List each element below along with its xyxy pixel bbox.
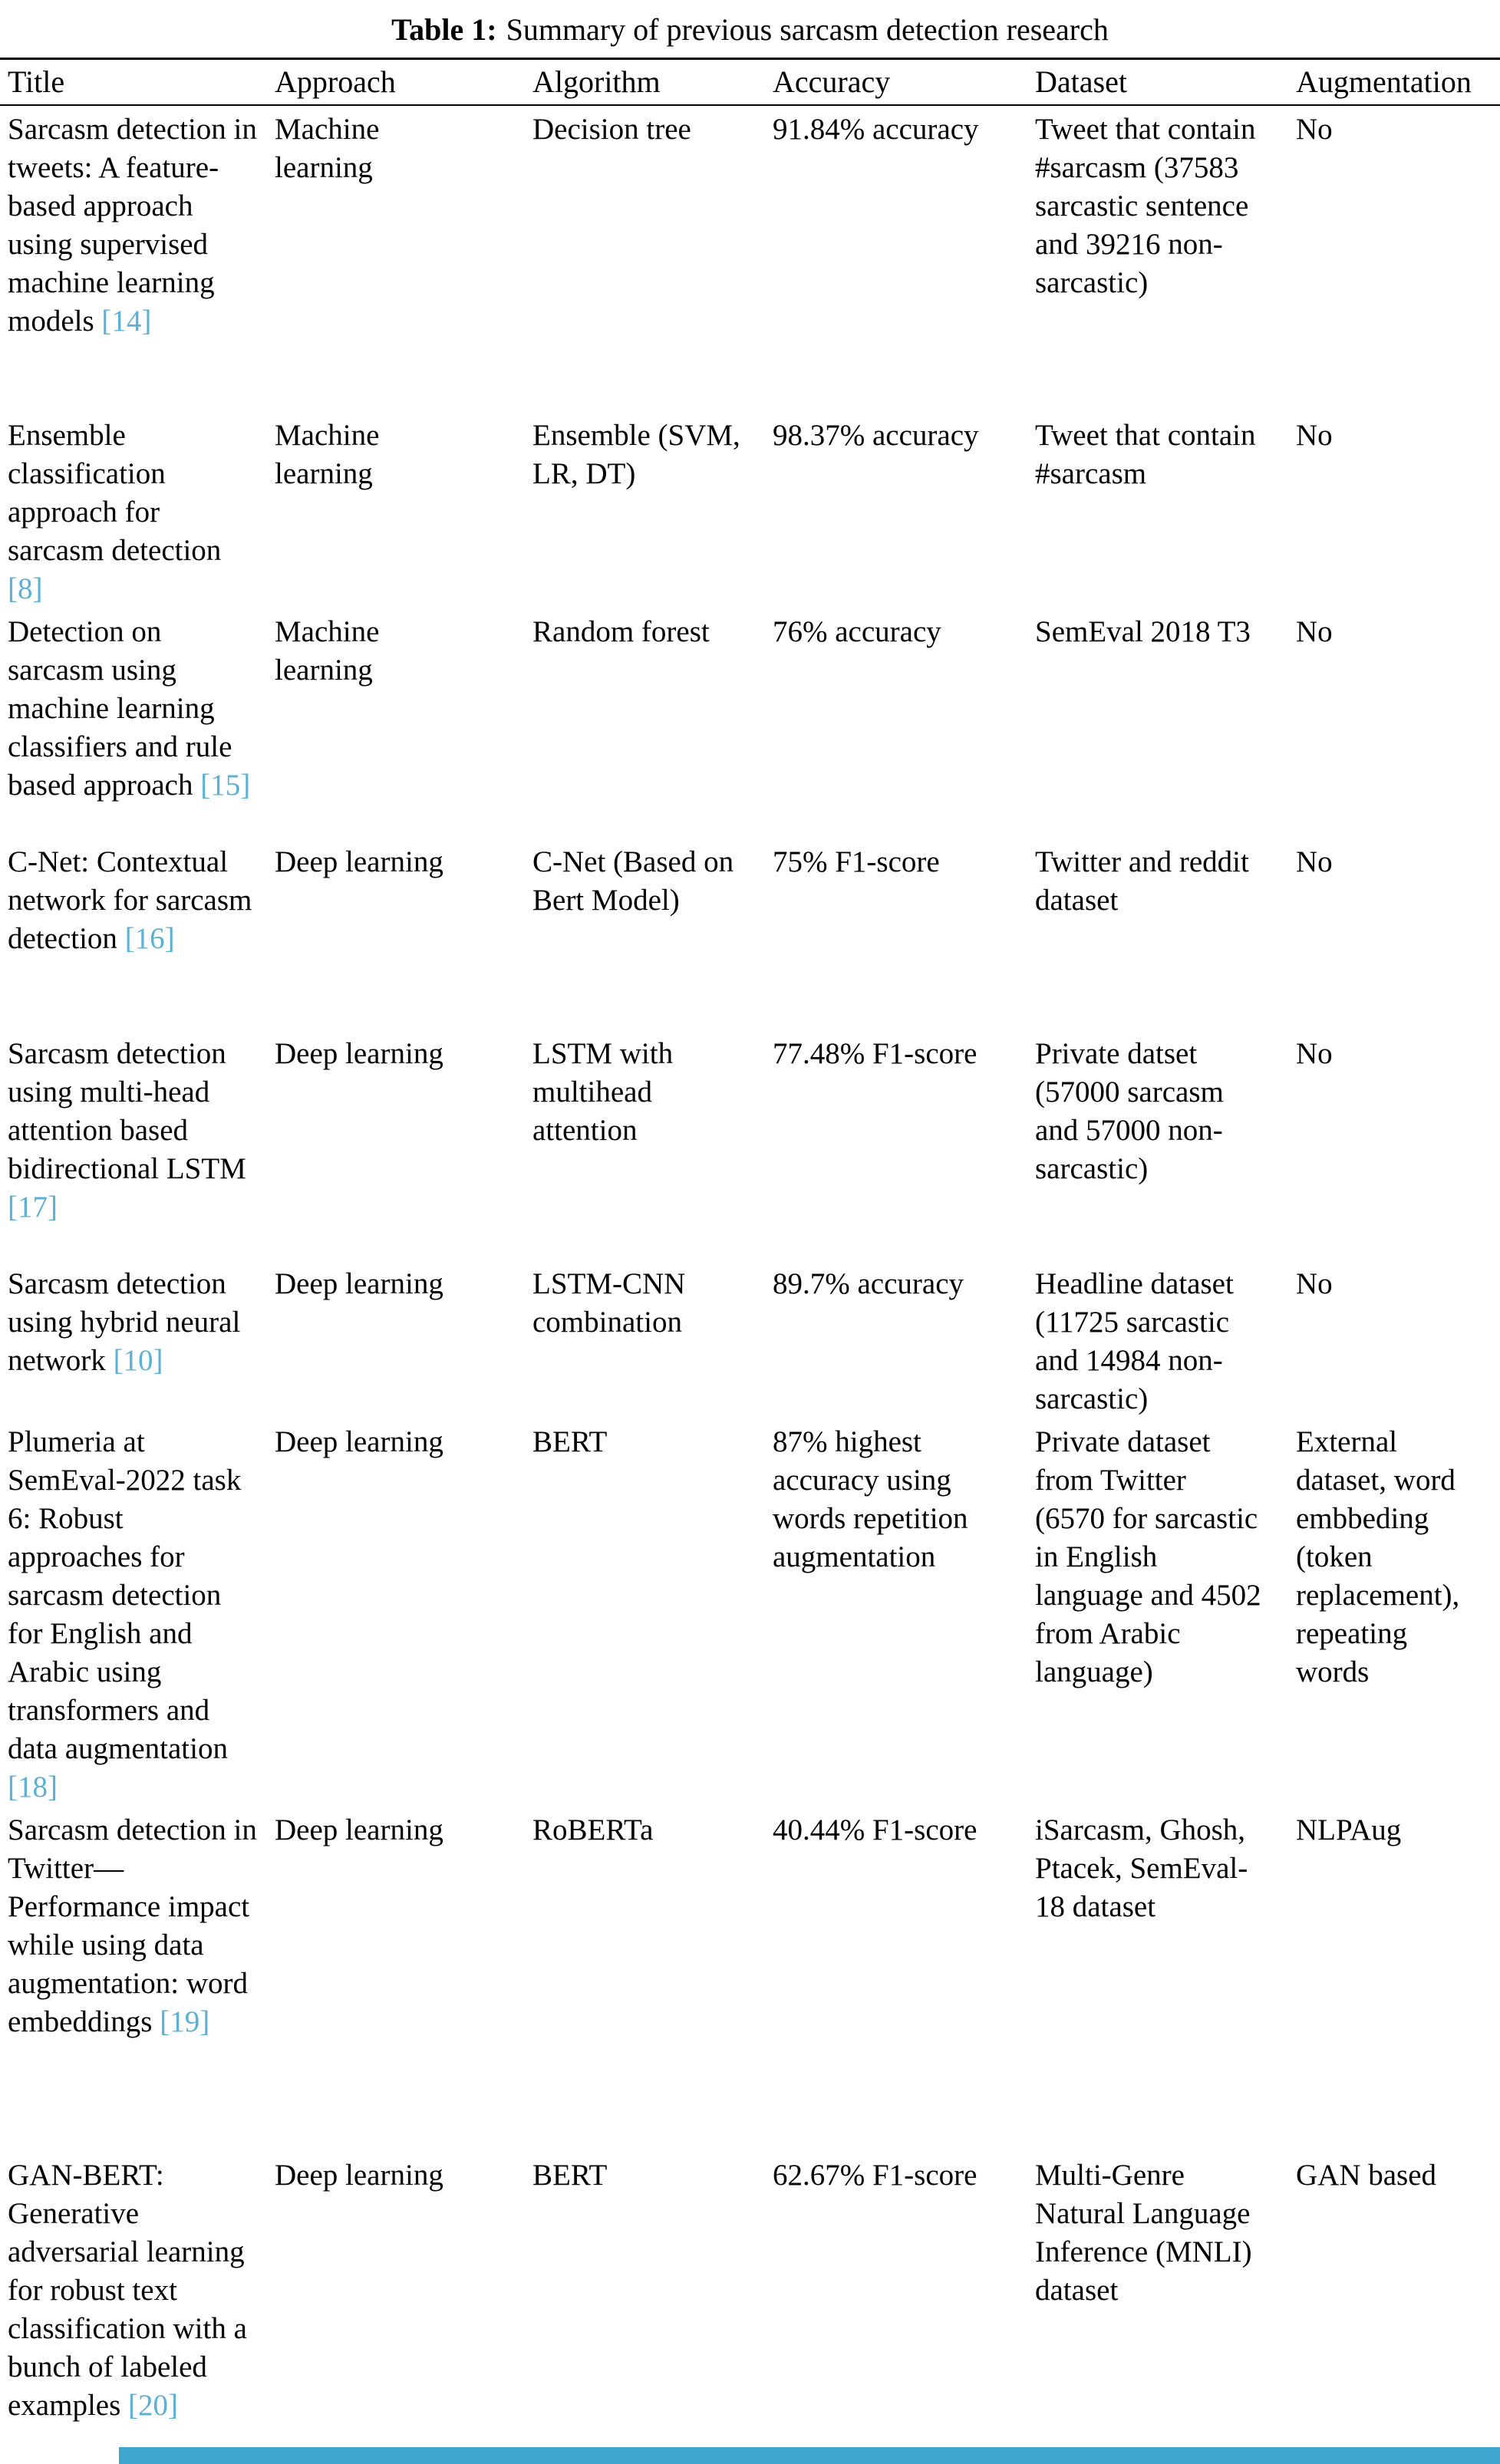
cell-algorithm: LSTM-CNN combination — [532, 1267, 686, 1339]
cell-algorithm: LSTM with multihead attention — [532, 1037, 674, 1147]
cell-accuracy: 89.7% accuracy — [773, 1267, 964, 1300]
column-header-dataset: Dataset — [1027, 60, 1288, 105]
cell-title — [0, 608, 267, 838]
table-row — [0, 105, 1500, 412]
citation-link[interactable]: [10] — [113, 1344, 163, 1377]
table-row — [0, 1807, 1500, 2152]
cell-accuracy: 40.44% F1-score — [773, 1813, 977, 1846]
table-row — [0, 1260, 1500, 1418]
cell-dataset: Tweet that contain #sarcasm — [1035, 419, 1256, 490]
paper-title-text: Sarcasm detection using hybrid neural network — [8, 1267, 241, 1377]
cell-approach: Deep learning — [275, 2159, 443, 2192]
cell-dataset: Tweet that contain #sarcasm (37583 sarcastic sentence and 39216 non-sarcastic) — [1035, 113, 1256, 299]
cell-augmentation: No — [1296, 845, 1333, 878]
table-caption-text: Summary of previous sarcasm detection research — [506, 12, 1109, 47]
table-row — [0, 1030, 1500, 1260]
table-row — [0, 838, 1500, 1030]
cell-augmentation: No — [1296, 1037, 1333, 1070]
cell-augmentation: No — [1296, 615, 1333, 648]
table-caption — [0, 0, 1500, 60]
paper-title-text: Sarcasm detection in Twitter—Performance impact while using data augmentation: word embeddings — [8, 1813, 257, 2038]
citation-link[interactable]: [14] — [101, 305, 152, 338]
paper-title-text: Plumeria at SemEval-2022 task 6: Robust approaches for sarcasm detection for English and Arabic using transformers and data augmentation — [8, 1425, 242, 1765]
paper-title-text: GAN-BERT: Generative adversarial learning for robust text classification with a bunch of labeled examples — [8, 2159, 247, 2422]
table-row — [0, 412, 1500, 608]
cell-accuracy: 75% F1-score — [773, 845, 940, 878]
column-header-augmentation: Augmentation — [1288, 60, 1500, 105]
column-header-algorithm: Algorithm — [525, 60, 765, 105]
column-header-approach: Approach — [267, 60, 525, 105]
table-caption-label: Table 1: — [391, 12, 497, 47]
paper-title-text: C-Net: Contextual network for sarcasm detection — [8, 845, 252, 955]
cell-dataset: SemEval 2018 T3 — [1035, 615, 1251, 648]
cell-algorithm: C-Net (Based on Bert Model) — [532, 845, 734, 917]
cell-dataset: Twitter and reddit dataset — [1035, 845, 1249, 917]
citation-link[interactable]: [19] — [160, 2005, 210, 2038]
citation-link[interactable]: [16] — [124, 922, 175, 955]
column-header-accuracy: Accuracy — [765, 60, 1027, 105]
cell-approach: Machine learning — [275, 615, 380, 687]
cell-dataset: iSarcasm, Ghosh, Ptacek, SemEval-18 dataset — [1035, 1813, 1248, 1923]
table-row — [0, 1418, 1500, 1807]
cell-title — [0, 412, 267, 608]
cell-title — [0, 1807, 267, 2152]
citation-link[interactable]: [20] — [128, 2389, 179, 2422]
citation-link[interactable]: [15] — [200, 769, 251, 802]
cell-algorithm: RoBERTa — [532, 1813, 654, 1846]
cell-approach: Deep learning — [275, 1037, 443, 1070]
cell-dataset: Private datset (57000 sarcasm and 57000 non-sarcastic) — [1035, 1037, 1224, 1185]
cell-approach: Machine learning — [275, 113, 380, 184]
cell-title — [0, 838, 267, 1030]
cell-accuracy: 91.84% accuracy — [773, 113, 979, 146]
paper-title-text: Sarcasm detection using multi-head attention based bidirectional LSTM — [8, 1037, 246, 1185]
cell-algorithm: BERT — [532, 2159, 608, 2192]
bottom-highlight-bar — [119, 2447, 1500, 2464]
table-row — [0, 2152, 1500, 2459]
paper-title-text: Detection on sarcasm using machine learning classifiers and rule based approach — [8, 615, 232, 802]
cell-augmentation: No — [1296, 419, 1333, 452]
citation-link[interactable]: [18] — [8, 1771, 58, 1804]
cell-approach: Machine learning — [275, 419, 380, 490]
table-row — [0, 608, 1500, 838]
cell-algorithm: Ensemble (SVM, LR, DT) — [532, 419, 740, 490]
cell-accuracy: 76% accuracy — [773, 615, 941, 648]
cell-dataset: Headline dataset (11725 sarcastic and 14984 non-sarcastic) — [1035, 1267, 1234, 1415]
cell-dataset: Private dataset from Twitter (6570 for sarcastic in English language and 4502 from Arabic language) — [1035, 1425, 1261, 1688]
cell-accuracy: 62.67% F1-score — [773, 2159, 977, 2192]
citation-link[interactable]: [8] — [8, 572, 43, 605]
cell-approach: Deep learning — [275, 1267, 443, 1300]
cell-approach: Deep learning — [275, 845, 443, 878]
table-header-row — [0, 60, 1500, 105]
paper-title-text: Sarcasm detection in tweets: A feature-based approach using supervised machine learning models — [8, 113, 257, 338]
cell-augmentation: NLPAug — [1296, 1813, 1402, 1846]
cell-algorithm: BERT — [532, 1425, 608, 1458]
cell-title — [0, 1030, 267, 1260]
cell-dataset: Multi-Genre Natural Language Inference (MNLI) dataset — [1035, 2159, 1252, 2307]
cell-algorithm: Decision tree — [532, 113, 691, 146]
cell-augmentation: GAN based — [1296, 2159, 1437, 2192]
cell-title — [0, 1418, 267, 1807]
cell-title — [0, 105, 267, 412]
cell-accuracy: 87% highest accuracy using words repetition augmentation — [773, 1425, 968, 1573]
cell-accuracy: 98.37% accuracy — [773, 419, 979, 452]
cell-approach: Deep learning — [275, 1813, 443, 1846]
cell-accuracy: 77.48% F1-score — [773, 1037, 977, 1070]
cell-algorithm: Random forest — [532, 615, 710, 648]
cell-title — [0, 1260, 267, 1418]
cell-augmentation: No — [1296, 1267, 1333, 1300]
cell-approach: Deep learning — [275, 1425, 443, 1458]
column-header-title: Title — [0, 60, 267, 105]
cell-title — [0, 2152, 267, 2459]
citation-link[interactable]: [17] — [8, 1191, 58, 1224]
paper-title-text: Ensemble classification approach for sarcasm detection — [8, 419, 222, 567]
cell-augmentation: No — [1296, 113, 1333, 146]
cell-augmentation: External dataset, word embbeding (token replacement), repeating words — [1296, 1425, 1460, 1688]
research-summary-table — [0, 60, 1500, 2459]
